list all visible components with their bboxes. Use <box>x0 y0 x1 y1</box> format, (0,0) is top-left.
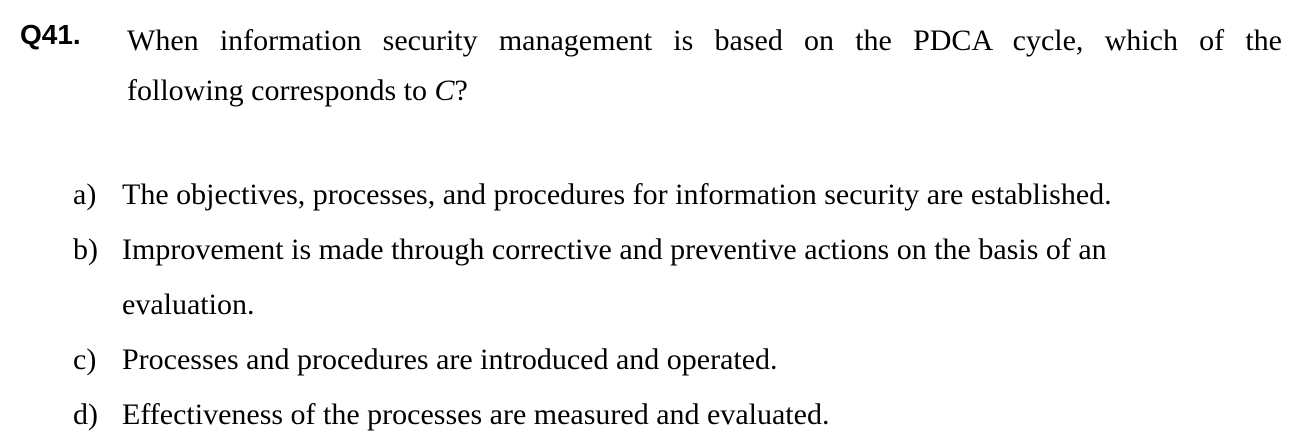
option-text: The objectives, processes, and procedures for information security are established. <box>122 178 1112 211</box>
option-letter: b) <box>73 233 98 266</box>
option-c[interactable] <box>73 332 1273 387</box>
question-text-suffix: ? <box>454 74 468 107</box>
option-text-continued: evaluation. <box>122 288 255 321</box>
question-block <box>20 16 1282 116</box>
option-text: Effectiveness of the processes are measured and evaluated. <box>122 398 830 431</box>
question-text-prefix: following corresponds to <box>127 74 435 107</box>
question-variable: C <box>434 74 455 107</box>
question-text-line-1: When information security management is based on the PDCA cycle, which of the <box>127 24 1282 57</box>
option-letter: a) <box>73 178 97 211</box>
option-letter: c) <box>73 343 97 376</box>
option-d[interactable] <box>73 387 1273 442</box>
option-letter: d) <box>73 398 98 431</box>
option-text: Improvement is made through corrective and preventive actions on the basis of an <box>122 233 1107 266</box>
question-number: Q41. <box>20 19 81 50</box>
answer-options <box>73 167 1273 442</box>
option-text: Processes and procedures are introduced and operated. <box>122 343 778 376</box>
option-b[interactable] <box>73 222 1273 332</box>
question-text <box>127 16 1282 116</box>
question-text-line-2 <box>127 66 1282 116</box>
option-a[interactable] <box>73 167 1273 222</box>
